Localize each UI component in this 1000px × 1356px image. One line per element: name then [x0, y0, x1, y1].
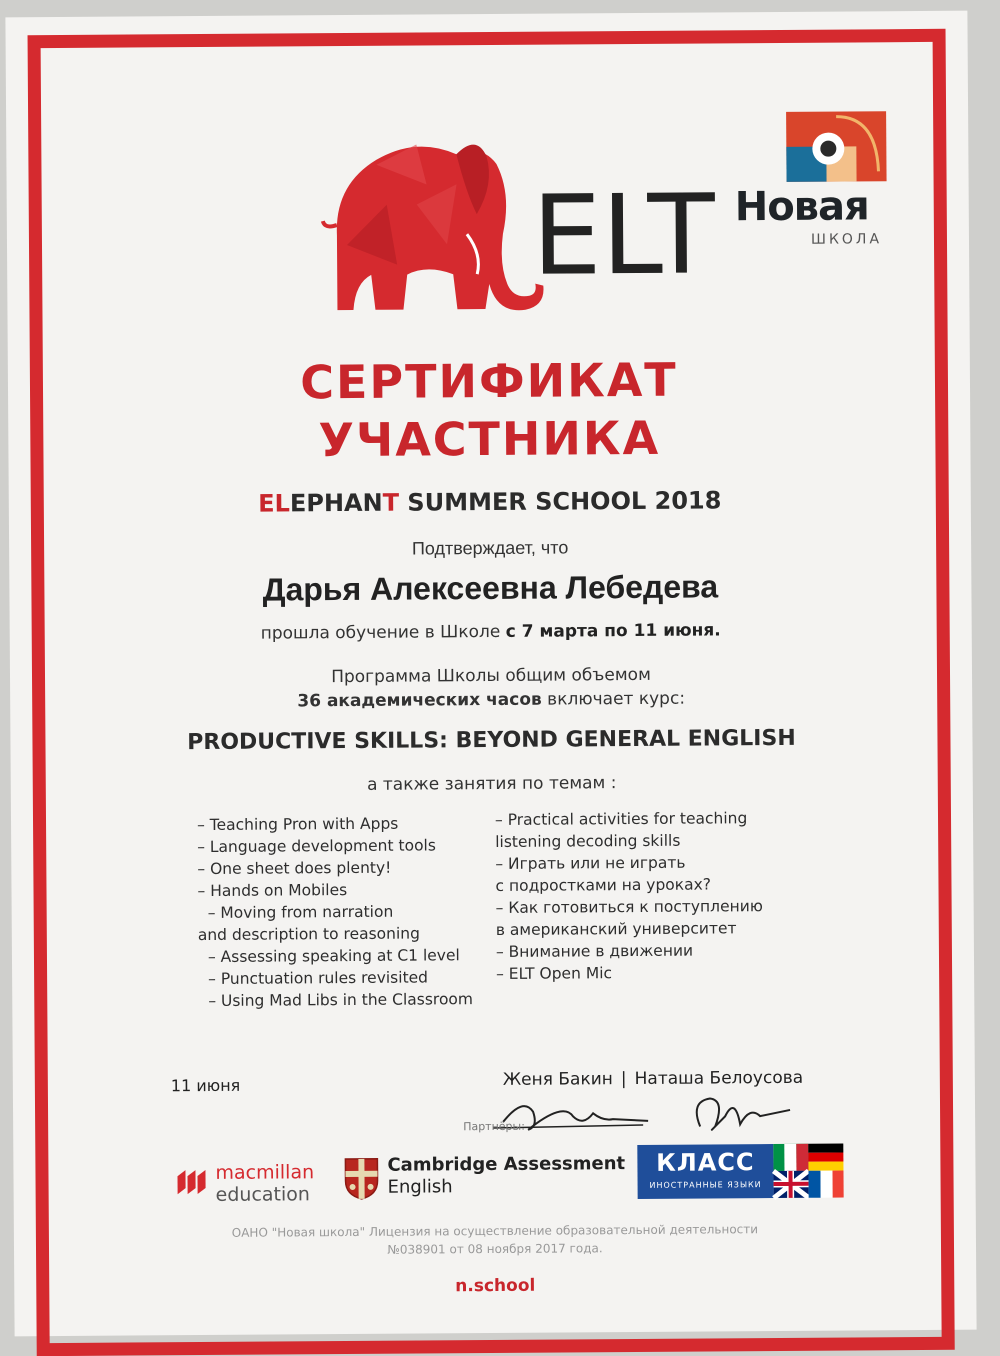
program-hours: 36 академических часов	[297, 689, 542, 712]
also-topics-label: а также занятия по темам :	[366, 773, 617, 795]
elt-logo	[306, 123, 716, 316]
list-item: в американский университет	[495, 919, 737, 939]
klass-sub: ИНОСТРАННЫЕ ЯЗЫКИ	[649, 1180, 762, 1190]
macmillan-logo	[175, 1161, 335, 1208]
signature-1	[483, 1091, 653, 1142]
macmillan-text	[215, 1161, 314, 1206]
list-item: – Teaching Pron with Apps	[196, 814, 399, 835]
topics-list-left	[197, 812, 498, 1012]
klass-logo	[637, 1144, 847, 1199]
list-item: – Внимание в движении	[495, 941, 694, 961]
license-line-1: ОАНО "Новая школа" Лицензия на осуществление образовательной деятельности	[231, 1222, 759, 1240]
list-item: and description to reasoning	[197, 924, 420, 945]
elephant-icon	[322, 144, 543, 312]
klass-word: КЛАСС	[656, 1148, 755, 1177]
license-line-2: №038901 от 08 ноября 2017 года.	[387, 1241, 603, 1257]
topics-list-right	[495, 807, 826, 985]
list-item: – Practical activities for teaching	[494, 809, 748, 829]
cambridge-logo	[343, 1151, 633, 1209]
cambridge-shield-icon	[343, 1157, 379, 1201]
trained-period: с 7 марта по 11 июня.	[505, 620, 721, 642]
list-item: – Hands on Mobiles	[197, 881, 348, 901]
event-red-part-1: EL	[258, 489, 291, 518]
cambridge-line-1: Cambridge Assessment	[387, 1153, 626, 1176]
trained-prefix: прошла обучение в Школе	[260, 621, 506, 644]
nova-emblem-icon	[786, 111, 886, 182]
list-item: – Как готовиться к поступлению	[495, 897, 763, 917]
macmillan-icon	[175, 1166, 207, 1198]
list-item: – Assessing speaking at C1 level	[207, 946, 460, 966]
nova-word: Новая	[734, 183, 869, 231]
event-dark-part-1: EPHAN	[289, 488, 383, 518]
program-line-1: Программа Школы общим объемом	[331, 664, 651, 688]
macmillan-line-1: macmillan	[215, 1161, 315, 1184]
participant-name: Дарья Алексеевна Лебедева	[262, 568, 719, 608]
list-item: – Using Mad Libs in the Classroom	[208, 990, 474, 1010]
signer-2: Наташа Белоусова	[634, 1067, 804, 1090]
macmillan-line-2: education	[215, 1183, 310, 1206]
cambridge-line-2: English	[387, 1176, 453, 1198]
klass-box	[637, 1144, 773, 1199]
program-suffix: включает курс:	[541, 688, 686, 710]
nova-sub: ШКОЛА	[810, 231, 883, 248]
issue-date: 11 июня	[170, 1075, 241, 1096]
flags-icon	[773, 1144, 843, 1198]
event-red-part-2: T	[382, 488, 400, 517]
list-item: – Moving from narration	[207, 902, 394, 922]
list-item: – Language development tools	[197, 836, 436, 857]
signer-separator: |	[620, 1069, 627, 1090]
list-item: – One sheet does plenty!	[197, 858, 392, 879]
website-link[interactable]: n.school	[455, 1275, 536, 1297]
signature-2	[685, 1086, 795, 1143]
event-dark-part-2: SUMMER SCHOOL 2018	[398, 486, 722, 517]
list-item: – Punctuation rules revisited	[208, 968, 429, 988]
course-title: PRODUCTIVE SKILLS: BEYOND GENERAL ENGLISH	[187, 725, 796, 756]
signer-1: Женя Бакин	[502, 1069, 613, 1090]
title-line-2: УЧАСТНИКА	[318, 410, 661, 468]
title-line-1: СЕРТИФИКАТ	[300, 352, 678, 410]
elt-text: ELT	[531, 170, 716, 300]
list-item: listening decoding skills	[495, 831, 681, 851]
cambridge-text	[387, 1153, 625, 1199]
partners-label: Партнёры:	[463, 1119, 525, 1134]
list-item: – Играть или не играть	[495, 853, 686, 873]
nova-shkola-logo	[726, 111, 897, 252]
list-item: – ELT Open Mic	[496, 964, 613, 983]
list-item: с подростками на уроках?	[495, 875, 712, 895]
certificate-sheet	[5, 11, 976, 1337]
confirms-text: Подтверждает, что	[411, 537, 569, 559]
